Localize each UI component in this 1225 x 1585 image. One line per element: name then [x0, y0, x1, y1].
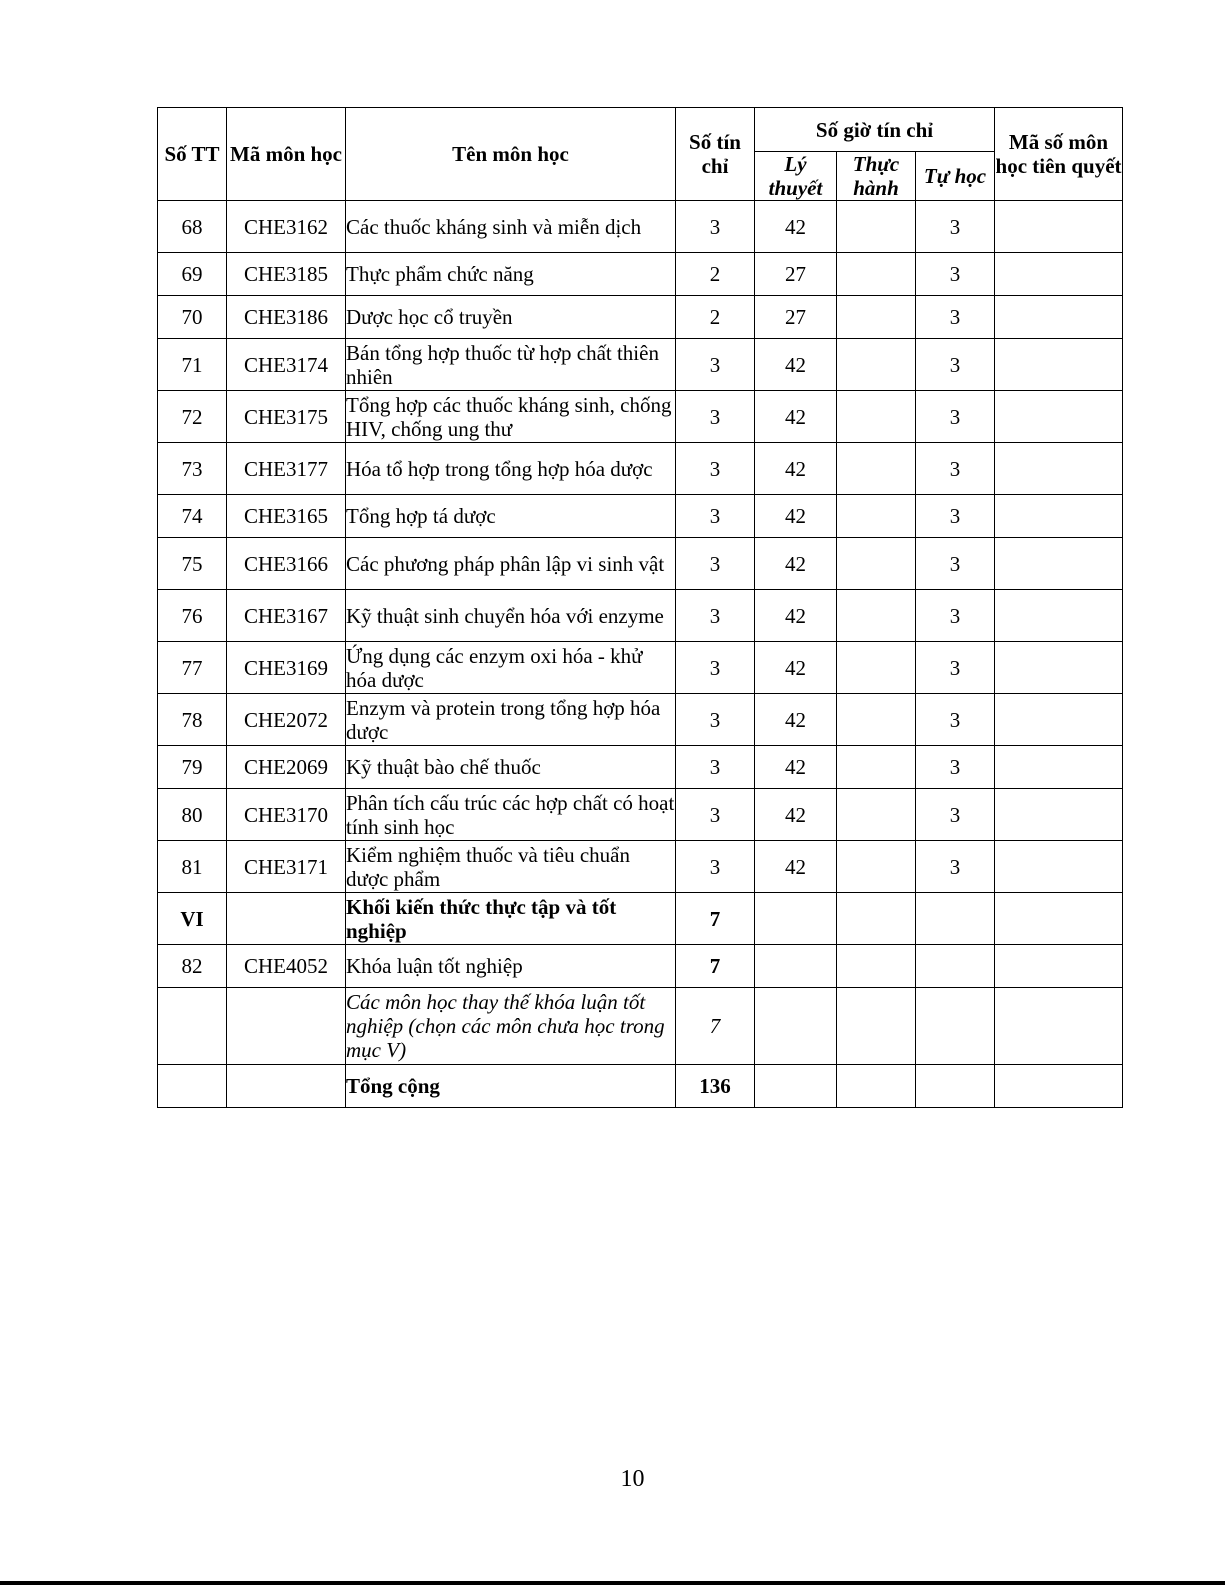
table-row: [158, 694, 1123, 746]
row-name: Các thuốc kháng sinh và miễn dịch: [346, 201, 676, 253]
row-prerequisite: [995, 495, 1123, 538]
row-theory: 42: [755, 443, 837, 495]
row-code: CHE3186: [227, 296, 346, 339]
row-theory: 42: [755, 201, 837, 253]
table-row: [158, 391, 1123, 443]
table-row: [158, 201, 1123, 253]
row-credits: 3: [676, 495, 755, 538]
row-code: CHE3165: [227, 495, 346, 538]
row-self-study: 3: [916, 391, 995, 443]
row-code: CHE4052: [227, 945, 346, 988]
row-credits: 3: [676, 391, 755, 443]
row-name: Ứng dụng các enzym oxi hóa - khử hóa dược: [346, 642, 676, 694]
row-stt: 79: [158, 746, 227, 789]
row-credits: 3: [676, 746, 755, 789]
page-bottom-rule: [0, 1581, 1225, 1585]
row-credits: 3: [676, 443, 755, 495]
row-credits: 3: [676, 841, 755, 893]
section-code: [227, 893, 346, 945]
row-stt: 70: [158, 296, 227, 339]
row-name: Kỹ thuật bào chế thuốc: [346, 746, 676, 789]
row-practice: [837, 789, 916, 841]
row-practice: [837, 391, 916, 443]
row-practice: [837, 339, 916, 391]
total-credits: 136: [676, 1065, 755, 1108]
row-credits: 7: [676, 945, 755, 988]
row-name: Hóa tổ hợp trong tổng hợp hóa dược: [346, 443, 676, 495]
row-code: CHE3174: [227, 339, 346, 391]
row-name: Kiểm nghiệm thuốc và tiêu chuẩn dược phẩm: [346, 841, 676, 893]
section-stt: VI: [158, 893, 227, 945]
row-credits: 3: [676, 590, 755, 642]
row-stt: 75: [158, 538, 227, 590]
row-prerequisite: [995, 443, 1123, 495]
row-theory: 27: [755, 296, 837, 339]
row-prerequisite: [995, 201, 1123, 253]
row-stt: 72: [158, 391, 227, 443]
row-self-study: 3: [916, 339, 995, 391]
page-number: 10: [620, 1466, 645, 1492]
table-row: [158, 789, 1123, 841]
row-credits: 3: [676, 201, 755, 253]
section-credits: 7: [676, 893, 755, 945]
row-prerequisite: [995, 694, 1123, 746]
row-theory: 42: [755, 538, 837, 590]
row-theory: 42: [755, 391, 837, 443]
header-course-name: Tên môn học: [346, 108, 676, 201]
row-self-study: 3: [916, 538, 995, 590]
row-self-study: 3: [916, 495, 995, 538]
row-theory: 42: [755, 789, 837, 841]
row-credits: 3: [676, 789, 755, 841]
row-theory: 42: [755, 642, 837, 694]
row-theory: 42: [755, 841, 837, 893]
row-name: Bán tổng hợp thuốc từ hợp chất thiên nhiên: [346, 339, 676, 391]
header-credit-hours: Số giờ tín chỉ: [755, 108, 995, 152]
table-row: [158, 841, 1123, 893]
row-theory: 27: [755, 253, 837, 296]
row-name: Phân tích cấu trúc các hợp chất có hoạt tính sinh học: [346, 790, 675, 839]
table-row: [158, 945, 1123, 988]
row-name: Thực phẩm chức năng: [346, 253, 676, 296]
row-code: CHE2072: [227, 694, 346, 746]
row-code: CHE3166: [227, 538, 346, 590]
table-row: [158, 443, 1123, 495]
row-self-study: 3: [916, 443, 995, 495]
row-name: Kỹ thuật sinh chuyển hóa với enzyme: [346, 590, 676, 642]
row-stt: 73: [158, 443, 227, 495]
row-name: Dược học cổ truyền: [346, 296, 676, 339]
row-code: CHE3185: [227, 253, 346, 296]
row-code: CHE3177: [227, 443, 346, 495]
row-prerequisite: [995, 391, 1123, 443]
row-theory: 42: [755, 339, 837, 391]
row-stt: 78: [158, 694, 227, 746]
row-code: CHE2069: [227, 746, 346, 789]
row-self-study: 3: [916, 694, 995, 746]
header-credits: Số tín chỉ: [676, 108, 755, 201]
row-self-study: 3: [916, 590, 995, 642]
row-stt: 71: [158, 339, 227, 391]
table-row: [158, 253, 1123, 296]
row-stt: 77: [158, 642, 227, 694]
row-theory: 42: [755, 590, 837, 642]
row-stt: 82: [158, 945, 227, 988]
course-rows: [158, 201, 1123, 893]
table-row: [158, 538, 1123, 590]
table-row: [158, 296, 1123, 339]
row-code: CHE3167: [227, 590, 346, 642]
row-prerequisite: [995, 590, 1123, 642]
row-code: CHE3170: [227, 789, 346, 841]
row-theory: 42: [755, 746, 837, 789]
row-prerequisite: [995, 296, 1123, 339]
alternative-courses-row: [158, 988, 1123, 1065]
row-practice: [837, 841, 916, 893]
row-stt: 69: [158, 253, 227, 296]
total-row: [158, 1065, 1123, 1108]
row-credits: 2: [676, 296, 755, 339]
row-prerequisite: [995, 538, 1123, 590]
row-practice: [837, 590, 916, 642]
section-name: Khối kiến thức thực tập và tốt nghiệp: [346, 893, 676, 945]
row-name: Tổng hợp tá dược: [346, 495, 676, 538]
row-credits: 2: [676, 253, 755, 296]
row-self-study: 3: [916, 746, 995, 789]
total-label: Tổng cộng: [346, 1065, 676, 1108]
alternative-courses-credits: 7: [676, 988, 755, 1065]
row-credits: 3: [676, 642, 755, 694]
row-stt: 76: [158, 590, 227, 642]
table-row: [158, 590, 1123, 642]
row-stt: 80: [158, 789, 227, 841]
header-stt: Số TT: [158, 108, 227, 201]
row-prerequisite: [995, 789, 1123, 841]
row-practice: [837, 694, 916, 746]
row-self-study: 3: [916, 642, 995, 694]
row-code: CHE3171: [227, 841, 346, 893]
row-prerequisite: [995, 841, 1123, 893]
alternative-courses-name: Các môn học thay thế khóa luận tốt nghiệp (chọn các môn chưa học trong mục V): [346, 988, 676, 1065]
row-prerequisite: [995, 746, 1123, 789]
row-self-study: 3: [916, 201, 995, 253]
curriculum-table: [157, 107, 1123, 1108]
row-practice: [837, 253, 916, 296]
row-prerequisite: [995, 642, 1123, 694]
row-stt: 74: [158, 495, 227, 538]
row-practice: [837, 746, 916, 789]
row-code: CHE3175: [227, 391, 346, 443]
table-row: [158, 642, 1123, 694]
row-self-study: 3: [916, 789, 995, 841]
row-code: CHE3169: [227, 642, 346, 694]
row-practice: [837, 642, 916, 694]
row-self-study: 3: [916, 841, 995, 893]
header-self-study: Tự học: [916, 152, 995, 201]
row-self-study: 3: [916, 296, 995, 339]
row-credits: 3: [676, 538, 755, 590]
table-row: [158, 339, 1123, 391]
row-code: CHE3162: [227, 201, 346, 253]
row-stt: 68: [158, 201, 227, 253]
header-course-code: Mã môn học: [227, 108, 346, 201]
table-row: [158, 495, 1123, 538]
row-theory: 42: [755, 694, 837, 746]
row-practice: [837, 443, 916, 495]
section-row: [158, 893, 1123, 945]
row-prerequisite: [995, 339, 1123, 391]
row-name: Tổng hợp các thuốc kháng sinh, chống HIV, chống ung thư: [346, 391, 676, 443]
row-prerequisite: [995, 253, 1123, 296]
row-theory: 42: [755, 495, 837, 538]
row-name: Khóa luận tốt nghiệp: [346, 945, 676, 988]
header-practice: Thực hành: [837, 152, 916, 201]
row-name: Enzym và protein trong tổng hợp hóa dược: [346, 694, 676, 746]
row-self-study: 3: [916, 253, 995, 296]
row-name: Các phương pháp phân lập vi sinh vật: [346, 538, 676, 590]
row-stt: 81: [158, 841, 227, 893]
row-practice: [837, 538, 916, 590]
row-credits: 3: [676, 694, 755, 746]
table-row: [158, 746, 1123, 789]
row-practice: [837, 495, 916, 538]
row-practice: [837, 201, 916, 253]
row-credits: 3: [676, 339, 755, 391]
row-practice: [837, 296, 916, 339]
header-theory: Lý thuyết: [755, 152, 837, 201]
header-prerequisite: Mã số môn học tiên quyết: [995, 108, 1123, 201]
